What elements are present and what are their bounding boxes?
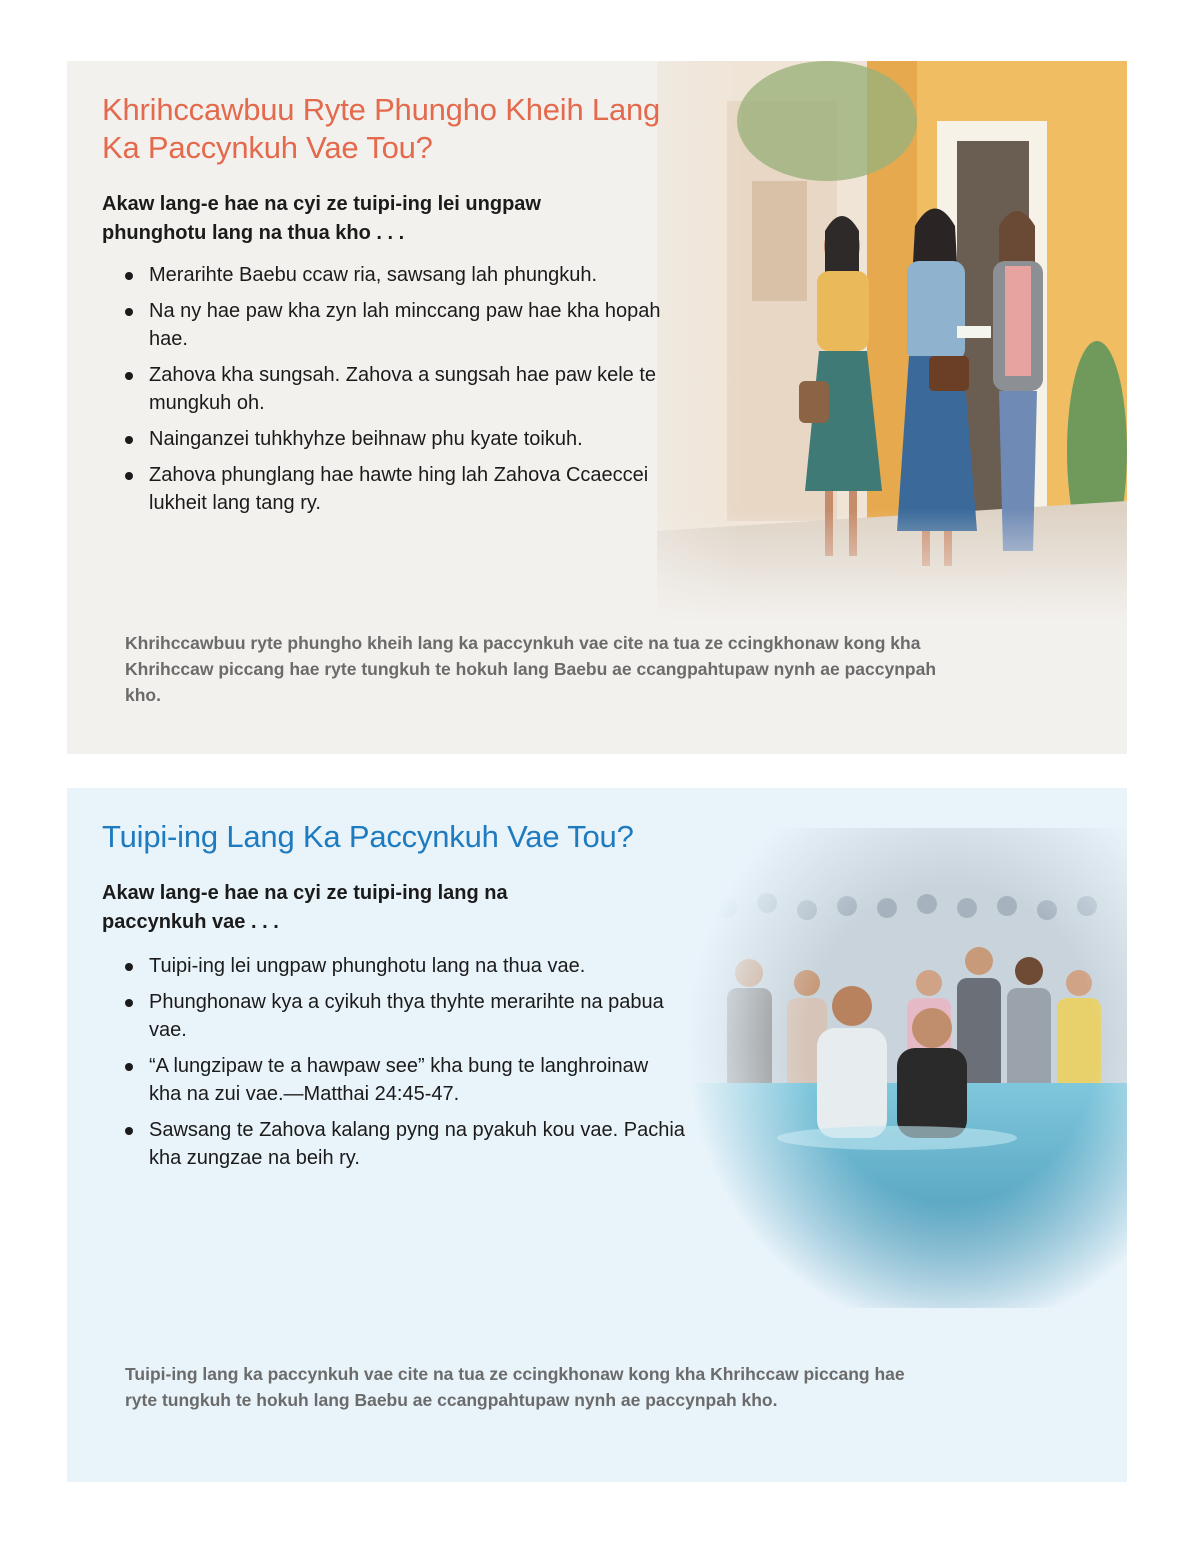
section-footnote: Tuipi-ing lang ka paccynkuh vae cite na tua ze ccingkhonaw kong kha Khrihccaw piccang hae ryte tungkuh te hokuh lang Baebu ae ccangpahtupaw nynh ae paccynpah kho. [125,1364,905,1410]
info-card-baptism [67,788,1127,1482]
list-item-text: “A lungzipaw te a hawpaw see” kha bung te langhroinaw kha na zui vae.—Matthai 24:45-47. [149,1055,649,1105]
list-item [125,361,685,417]
bullet-icon [125,472,133,480]
section-title: Khrihccawbuu Ryte Phungho Kheih Lang Ka Paccynkuh Vae Tou? [102,92,661,165]
bullet-icon [125,1063,133,1071]
bullet-icon [125,963,133,971]
section-intro: Akaw lang-e hae na cyi ze tuipi-ing lang na paccynkuh vae . . . [102,882,508,933]
info-card-ministry [67,61,1127,754]
bullet-list [125,261,685,525]
bullet-list [125,952,685,1180]
list-item-text: Sawsang te Zahova kalang pyng na pyakuh kou vae. Pachia kha zungzae na beih ry. [149,1119,685,1169]
bullet-icon [125,372,133,380]
bullet-icon [125,1127,133,1135]
list-item [125,952,685,980]
bullet-icon [125,308,133,316]
list-item-text: Phunghonaw kya a cyikuh thya thyhte merarihte na pabua vae. [149,991,664,1041]
list-item [125,261,685,289]
list-item [125,461,685,517]
section-intro: Akaw lang-e hae na cyi ze tuipi-ing lei ungpaw phunghotu lang na thua kho . . . [102,193,541,244]
list-item [125,297,685,353]
section-title: Tuipi-ing Lang Ka Paccynkuh Vae Tou? [102,819,634,854]
bullet-icon [125,999,133,1007]
bullet-icon [125,272,133,280]
list-item-text: Zahova kha sungsah. Zahova a sungsah hae paw kele te mungkuh oh. [149,364,657,414]
section-footnote: Khrihccawbuu ryte phungho kheih lang ka paccynkuh vae cite na tua ze ccingkhonaw kong kha Khrihccaw piccang hae ryte tungkuh te hokuh lang Baebu ae ccangpahtupaw nynh ae paccynpah kho. [125,633,937,705]
list-item [125,1116,685,1172]
list-item-text: Tuipi-ing lei ungpaw phunghotu lang na thua vae. [149,955,586,977]
bullet-icon [125,436,133,444]
illustration-baptism [687,828,1127,1308]
list-item-text: Merarihte Baebu ccaw ria, sawsang lah phungkuh. [149,264,598,286]
list-item-text: Nainganzei tuhkhyhze beihnaw phu kyate toikuh. [149,428,583,450]
list-item-text: Na ny hae paw kha zyn lah minccang paw hae kha hopah hae. [149,300,661,350]
list-item [125,1052,685,1108]
list-item [125,425,685,453]
list-item [125,988,685,1044]
list-item-text: Zahova phunglang hae hawte hing lah Zahova Ccaeccei lukheit lang tang ry. [149,464,649,514]
